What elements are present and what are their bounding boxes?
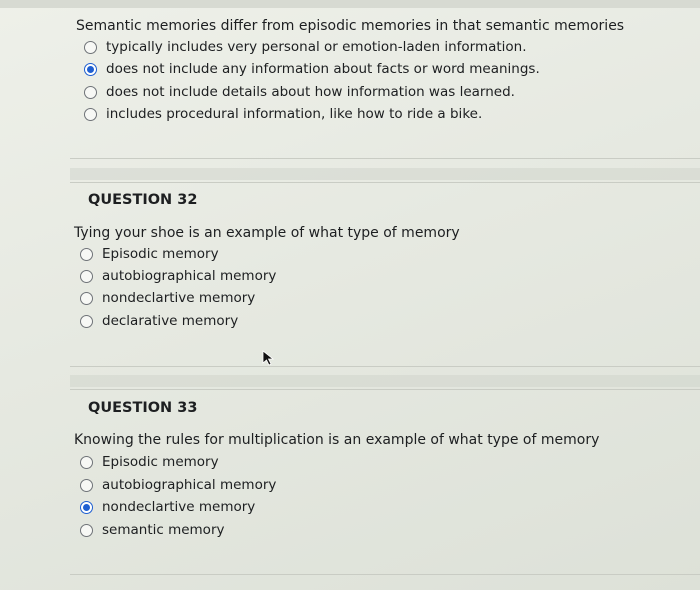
radio-button-icon[interactable] [84,41,97,54]
radio-button-icon[interactable] [80,479,93,492]
previous-question-header-clipped [0,0,700,8]
q31-stem: Semantic memories differ from episodic memories in that semantic memories [76,18,625,34]
section-divider [70,182,700,183]
q32-option-1[interactable] [80,246,219,262]
section-separator-band [70,168,700,180]
q32-option-4[interactable] [80,313,238,329]
option-label: semantic memory [102,522,225,538]
radio-button-icon[interactable] [84,108,97,121]
q31-option-2[interactable] [84,61,540,77]
q31-option-4[interactable] [84,106,482,122]
section-divider [70,389,700,390]
q33-stem: Knowing the rules for multiplication is an example of what type of memory [74,432,600,448]
radio-button-icon[interactable] [80,456,93,469]
section-separator-band [70,375,700,387]
option-label: nondeclartive memory [102,499,256,515]
q31-option-3[interactable] [84,84,515,100]
radio-button-selected-icon[interactable] [84,63,97,76]
option-label: autobiographical memory [102,268,277,284]
section-divider [70,574,700,575]
section-divider [70,158,700,159]
radio-button-icon[interactable] [80,248,93,261]
option-label: does not include any information about facts or word meanings. [106,61,540,77]
option-label: typically includes very personal or emotion-laden information. [106,39,527,55]
option-label: declarative memory [102,313,239,329]
q33-header: QUESTION 33 [88,400,198,416]
q32-stem: Tying your shoe is an example of what type of memory [74,225,460,241]
radio-button-icon[interactable] [80,292,93,305]
radio-button-icon[interactable] [80,524,93,537]
option-label: Episodic memory [102,246,219,262]
option-label: nondeclartive memory [102,290,256,306]
option-label: autobiographical memory [102,477,277,493]
radio-button-icon[interactable] [84,86,97,99]
q32-option-3[interactable] [80,290,255,306]
q33-option-2[interactable] [80,477,276,493]
q33-option-1[interactable] [80,454,219,470]
option-label: Episodic memory [102,454,219,470]
mouse-pointer-icon [262,350,276,366]
q32-header: QUESTION 32 [88,192,198,208]
q33-option-3[interactable] [80,499,255,515]
q31-option-1[interactable] [84,39,527,55]
radio-button-icon[interactable] [80,270,93,283]
radio-button-icon[interactable] [80,315,93,328]
q33-option-4[interactable] [80,522,224,538]
q32-option-2[interactable] [80,268,276,284]
radio-button-selected-icon[interactable] [80,501,93,514]
option-label: does not include details about how information was learned. [106,84,515,100]
section-divider [70,366,700,367]
option-label: includes procedural information, like how to ride a bike. [106,106,483,122]
